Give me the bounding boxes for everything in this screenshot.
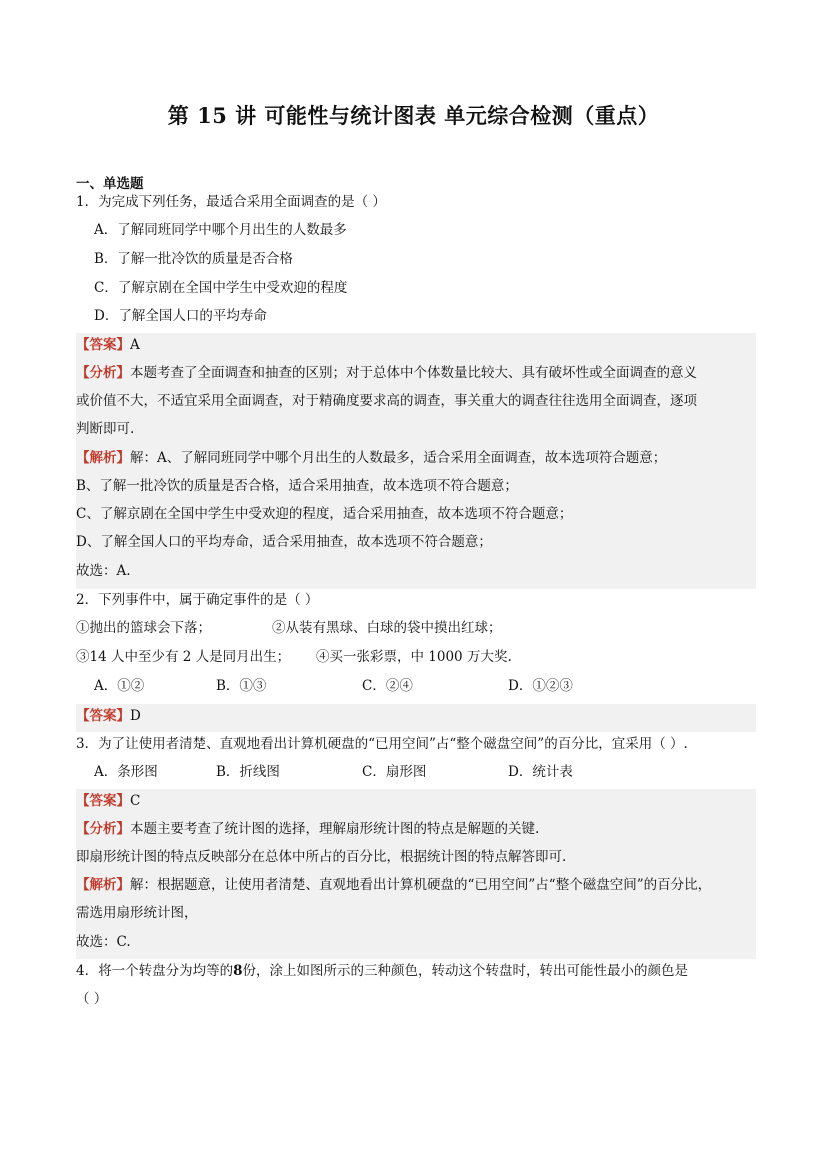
analysis-text: 本题考查了全面调查和抽查的区别；对于总体中个体数量比较大、具有破坏性或全面调查的意义 [130,365,697,381]
analysis-text: 本题主要考查了统计图的选择，理解扇形统计图的特点是解题的关键. [130,821,540,837]
q2-option-c: C．②④ [362,678,413,694]
solution-text: 解：A、了解同班同学中哪个月出生的人数最多，适合采用全面调查，故本选项符合题意； [130,450,667,466]
section-heading: 一、单选题 [76,176,144,192]
answer-tag: 【答案】 [76,793,130,809]
q1-stem: 1．为完成下列任务，最适合采用全面调查的是（ ） [76,194,386,210]
solution-tag: 【解析】 [76,877,130,893]
q2-option-a: A．①② [94,678,145,694]
q2-stem: 2．下列事件中，属于确定事件的是（ ） [76,592,319,608]
q1-solution-line: C、了解京剧在全国中学生中受欢迎的程度，适合采用抽查，故本选项不符合题意； [76,506,573,522]
q3-option-c: C．扇形图 [362,764,427,780]
q3-option-a: A．条形图 [94,764,158,780]
q4-stem-text: 4．将一个转盘分为均等的 [76,963,234,979]
q2-option-b: B．①③ [216,678,267,694]
q2-event-2: ②从装有黑球、白球的袋中摸出红球； [272,620,502,636]
q1-option-d: D．了解全国人口的平均寿命 [94,308,267,324]
q2-answer [76,702,756,730]
page-title: 第 15 讲 可能性与统计图表 单元综合检测（重点） [167,103,660,128]
q4-stem-text: 份，涂上如图所示的三种颜色，转动这个转盘时，转出可能性最小的颜色是 [242,963,688,979]
q1-solution [76,444,756,472]
q3-analysis-line: 即扇形统计图的特点反映部分在总体中所占的百分比，根据统计图的特点解答即可. [76,849,567,865]
analysis-tag: 【分析】 [76,821,130,837]
q2-event-1: ①抛出的篮球会下落； [76,620,211,636]
q3-analysis [76,815,756,843]
q2-events-row [76,643,756,671]
q1-answer [76,331,756,359]
q1-option-a: A．了解同班同学中哪个月出生的人数最多 [94,222,347,238]
q1-solution-line: B、了解一批冷饮的质量是否合格，适合采用抽查，故本选项不符合题意； [76,478,518,494]
answer-value: A [130,337,140,353]
q2-events-row [76,614,756,642]
q4-stem-number: 8 [233,963,243,979]
q3-option-d: D．统计表 [508,764,573,780]
q1-solution-line: 故选：A. [76,563,131,579]
q2-event-3: ③14 人中至少有 2 人是同月出生； [76,649,291,665]
q1-option-c: C．了解京剧在全国中学生中受欢迎的程度 [94,280,348,296]
answer-value: C [130,793,141,809]
answer-tag: 【答案】 [76,708,130,724]
q1-analysis-line: 判断即可. [76,421,135,437]
q2-option-d: D．①②③ [508,678,573,694]
q2-event-4: ④买一张彩票，中 1000 万大奖. [316,649,512,665]
analysis-tag: 【分析】 [76,365,130,381]
q3-answer [76,787,756,815]
q4-stem-line: （ ） [76,991,108,1007]
q3-option-b: B．折线图 [216,764,280,780]
solution-tag: 【解析】 [76,450,130,466]
q3-stem: 3．为了让使用者清楚、直观地看出计算机硬盘的“已用空间”占“整个磁盘空间”的百分比，宜采用（ ）. [76,736,688,752]
q3-solution [76,871,756,899]
q1-solution-line: D、了解全国人口的平均寿命，适合采用抽查，故本选项不符合题意； [76,534,492,550]
q2-options [94,672,774,700]
q3-solution-line: 需选用扇形统计图， [76,905,198,921]
q1-analysis [76,359,756,387]
answer-value: D [130,708,141,724]
q4-stem [76,957,756,985]
solution-text: 解：根据题意，让使用者清楚、直观地看出计算机硬盘的“已用空间”占“整个磁盘空间”的百分比， [130,877,712,893]
q3-options [94,758,774,786]
q1-analysis-line: 或价值不大，不适宜采用全面调查，对于精确度要求高的调查，事关重大的调查往往选用全面调查，逐项 [76,393,697,409]
answer-tag: 【答案】 [76,337,130,353]
q3-solution-line: 故选：C. [76,934,131,950]
q1-option-b: B．了解一批冷饮的质量是否合格 [94,251,293,267]
